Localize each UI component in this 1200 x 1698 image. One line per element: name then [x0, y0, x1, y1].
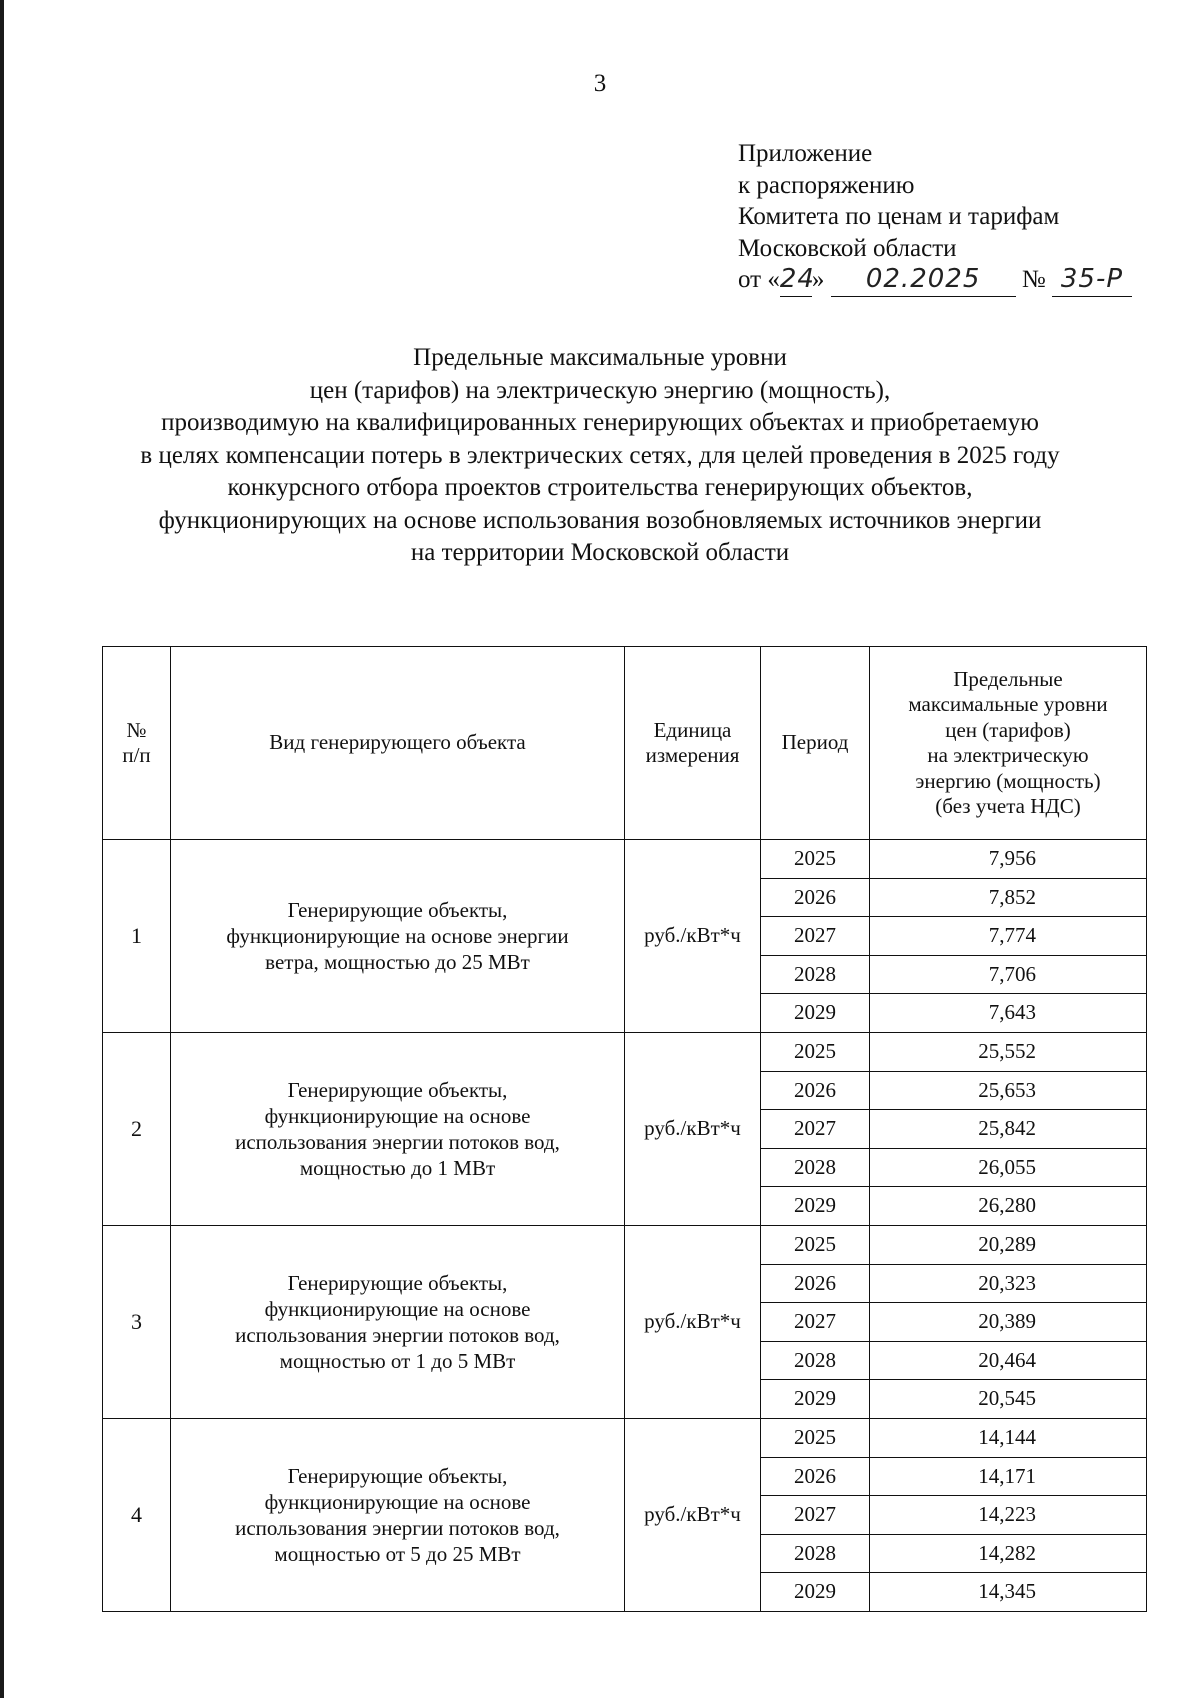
price-cell: 7,956	[870, 840, 1147, 879]
period-cell: 2028	[761, 955, 870, 994]
price-cell: 14,144	[870, 1418, 1147, 1457]
price-cell: 25,653	[870, 1071, 1147, 1110]
price-cell: 7,852	[870, 878, 1147, 917]
header-price-line: максимальные уровни	[908, 692, 1108, 716]
price-cell: 7,643	[870, 994, 1147, 1033]
header-price-line: энергию (мощность)	[915, 768, 1101, 793]
header-period: Период	[761, 647, 870, 840]
period-cell: 2026	[761, 878, 870, 917]
price-cell: 20,464	[870, 1341, 1147, 1380]
document-title	[0, 342, 1200, 570]
title-line: функционирующих на основе использования возобновляемых источников энергии	[158, 506, 1042, 534]
price-cell: 7,706	[870, 955, 1147, 994]
order-number-handwritten: 35-Р	[1052, 264, 1132, 297]
title-line: Предельные максимальные уровни	[413, 344, 787, 371]
header-num	[103, 647, 171, 840]
period-cell: 2029	[761, 994, 870, 1033]
object-kind-line: функционирующие на основе	[264, 1489, 531, 1514]
order-date-number-line	[738, 264, 1132, 297]
table-header-row	[103, 647, 1147, 840]
appendix-block	[738, 138, 1132, 297]
period-cell: 2028	[761, 1148, 870, 1187]
object-kind-line: Генерирующие объекты,	[287, 897, 508, 922]
period-cell: 2027	[761, 917, 870, 956]
price-cell: 25,842	[870, 1110, 1147, 1149]
header-num-line: п/п	[122, 743, 151, 767]
object-kind-line: функционирующие на основе	[264, 1103, 531, 1128]
appendix-line: Комитета по ценам и тарифам	[738, 203, 1060, 230]
header-unit-line: Единица	[653, 717, 732, 742]
title-line: цен (тарифов) на электрическую энергию (мощность),	[309, 376, 891, 404]
header-kind: Вид генерирующего объекта	[171, 647, 625, 840]
object-kind-line: ветра, мощностью до 25 МВт	[265, 949, 530, 974]
period-cell: 2027	[761, 1303, 870, 1342]
date-month-year-handwritten: 02.2025	[831, 264, 1016, 297]
unit-cell: руб./кВт*ч	[625, 1418, 761, 1611]
table-row	[103, 1225, 1147, 1264]
object-kind-line: функционирующие на основе	[264, 1296, 531, 1321]
header-unit	[625, 647, 761, 840]
period-cell: 2029	[761, 1187, 870, 1226]
period-cell: 2028	[761, 1534, 870, 1573]
period-cell: 2025	[761, 1032, 870, 1071]
price-cell: 26,280	[870, 1187, 1147, 1226]
header-num-line: №	[126, 717, 147, 742]
header-price-line: (без учета НДС)	[935, 794, 1081, 818]
header-price-line: на электрическую	[927, 743, 1089, 767]
object-kind-line: функционирующие на основе энергии	[226, 923, 569, 948]
period-cell: 2029	[761, 1573, 870, 1612]
object-kind-line: мощностью от 1 до 5 МВт	[279, 1348, 516, 1373]
price-cell: 14,171	[870, 1457, 1147, 1496]
unit-cell: руб./кВт*ч	[625, 1032, 761, 1225]
title-line: конкурсного отбора проектов строительства генерирующих объектов,	[227, 474, 973, 501]
appendix-line: к распоряжению	[738, 171, 915, 199]
price-cell: 20,289	[870, 1225, 1147, 1264]
object-kind-line: использования энергии потоков вод,	[235, 1322, 560, 1347]
object-kind-cell	[171, 840, 625, 1033]
period-cell: 2025	[761, 1418, 870, 1457]
period-cell: 2028	[761, 1341, 870, 1380]
period-cell: 2026	[761, 1457, 870, 1496]
header-price-line: Предельные	[953, 666, 1063, 691]
price-cell: 20,389	[870, 1303, 1147, 1342]
object-kind-cell	[171, 1225, 625, 1418]
object-kind-line: Генерирующие объекты,	[287, 1270, 508, 1295]
scan-edge	[0, 0, 4, 1698]
object-kind-line: использования энергии потоков вод,	[235, 1129, 560, 1154]
number-prefix: №	[1021, 266, 1046, 293]
row-number-cell: 4	[103, 1418, 171, 1611]
row-number-cell: 1	[103, 840, 171, 1033]
header-unit-line: измерения	[645, 743, 740, 767]
date-mid: »	[811, 266, 825, 293]
price-cell: 20,545	[870, 1380, 1147, 1419]
object-kind-line: использования энергии потоков вод,	[235, 1515, 560, 1540]
table-row	[103, 1418, 1147, 1457]
price-cell: 20,323	[870, 1264, 1147, 1303]
period-cell: 2029	[761, 1380, 870, 1419]
header-price	[870, 647, 1147, 840]
price-cell: 26,055	[870, 1148, 1147, 1187]
date-day-handwritten: 24	[780, 264, 812, 297]
table-row	[103, 1032, 1147, 1071]
object-kind-line: мощностью до 1 МВт	[299, 1155, 496, 1180]
row-number-cell: 3	[103, 1225, 171, 1418]
date-prefix: от «	[738, 266, 780, 293]
row-number-cell: 2	[103, 1032, 171, 1225]
title-line: в целях компенсации потерь в электрических сетях, для целей проведения в 2025 году	[140, 441, 1060, 469]
tariff-table	[102, 646, 1147, 1612]
object-kind-cell	[171, 1418, 625, 1611]
object-kind-line: Генерирующие объекты,	[287, 1463, 508, 1488]
page-number: 3	[593, 70, 607, 97]
appendix-line: Московской области	[738, 234, 957, 262]
price-cell: 14,345	[870, 1573, 1147, 1612]
period-cell: 2025	[761, 1225, 870, 1264]
object-kind-cell	[171, 1032, 625, 1225]
object-kind-line: мощностью от 5 до 25 МВт	[274, 1541, 521, 1566]
title-line: на территории Московской области	[410, 539, 790, 566]
period-cell: 2026	[761, 1264, 870, 1303]
price-cell: 25,552	[870, 1032, 1147, 1071]
price-cell: 14,223	[870, 1496, 1147, 1535]
table-row	[103, 840, 1147, 879]
appendix-line: Приложение	[738, 140, 873, 167]
header-price-line: цен (тарифов)	[945, 717, 1071, 742]
title-line: производимую на квалифицированных генерирующих объектах и приобретаемую	[161, 409, 1039, 436]
price-cell: 7,774	[870, 917, 1147, 956]
tariff-table-body	[103, 840, 1147, 1612]
price-cell: 14,282	[870, 1534, 1147, 1573]
period-cell: 2027	[761, 1110, 870, 1149]
unit-cell: руб./кВт*ч	[625, 1225, 761, 1418]
unit-cell: руб./кВт*ч	[625, 840, 761, 1033]
period-cell: 2026	[761, 1071, 870, 1110]
period-cell: 2025	[761, 840, 870, 879]
period-cell: 2027	[761, 1496, 870, 1535]
object-kind-line: Генерирующие объекты,	[287, 1077, 508, 1102]
